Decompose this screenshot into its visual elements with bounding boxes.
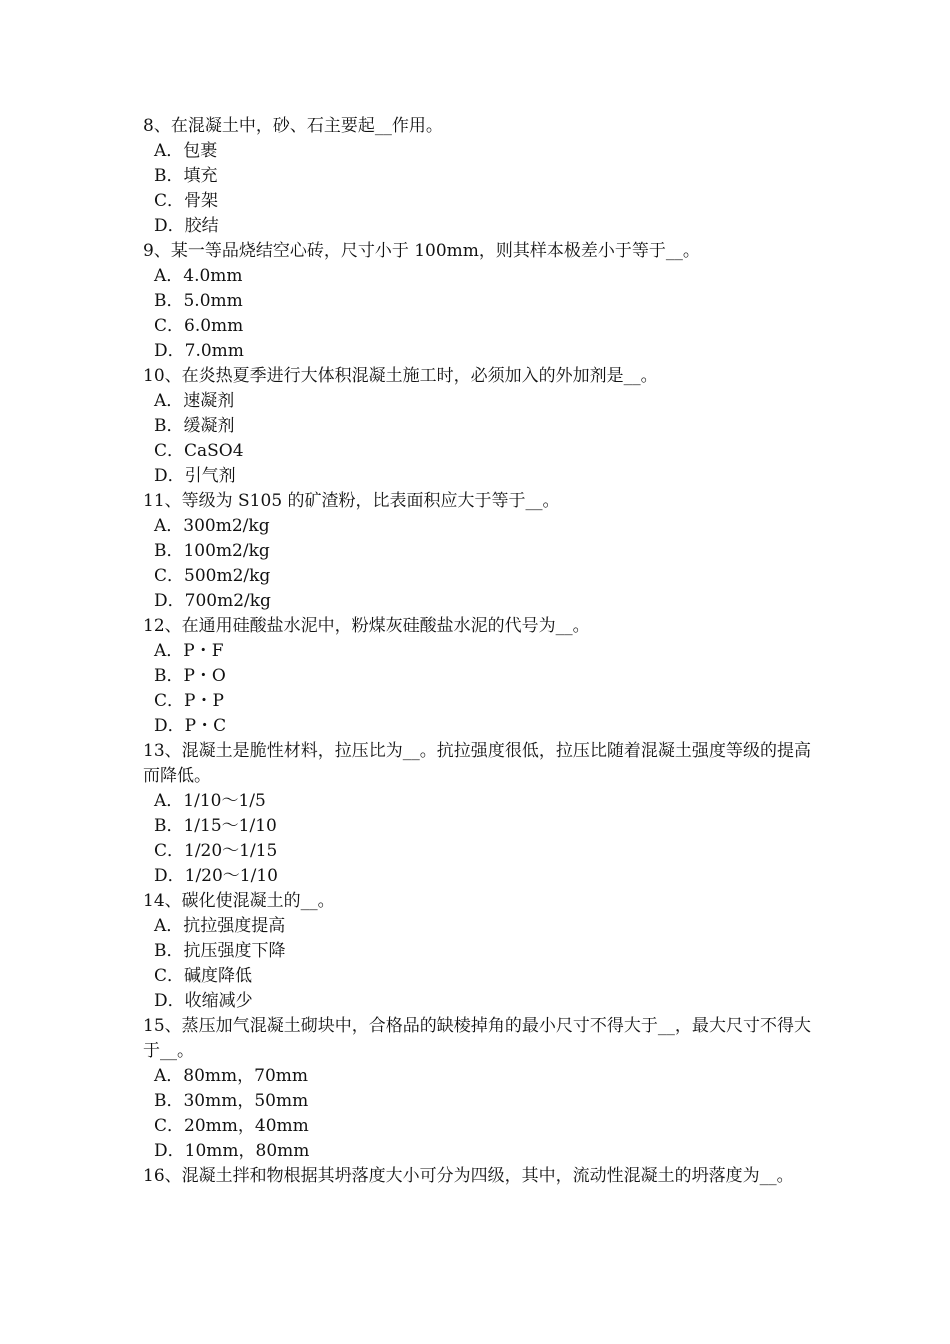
question-text: 8、在混凝土中，砂、石主要起__作用。 — [143, 116, 443, 136]
question-text: 10、在炎热夏季进行大体积混凝土施工时，必须加入的外加剂是__。 — [143, 366, 658, 386]
question-text: 9、某一等品烧结空心砖，尺寸小于 100mm，则其样本极差小于等于__。 — [143, 241, 700, 261]
answer-option: A．80mm，70mm — [154, 1066, 309, 1086]
answer-option: A．速凝剂 — [154, 391, 235, 411]
answer-option: C．20mm，40mm — [154, 1116, 309, 1136]
question-block — [143, 1014, 811, 1164]
answer-option: B．1/15～1/10 — [154, 816, 277, 836]
answer-option: C．P・P — [154, 691, 224, 711]
question-text: 15、蒸压加气混凝土砌块中，合格品的缺棱掉角的最小尺寸不得大于__，最大尺寸不得大于__。 — [143, 1016, 811, 1061]
question-text: 16、混凝土拌和物根据其坍落度大小可分为四级，其中，流动性混凝土的坍落度为__。 — [143, 1166, 794, 1186]
question-block — [143, 364, 811, 489]
question-block — [143, 889, 811, 1014]
answer-option: D．引气剂 — [154, 466, 236, 486]
question-text: 13、混凝土是脆性材料，拉压比为__。抗拉强度很低，拉压比随着混凝土强度等级的提高而降低。 — [143, 741, 811, 786]
question-text: 14、碳化使混凝土的__。 — [143, 891, 335, 911]
answer-option: A．包裹 — [154, 141, 218, 161]
answer-option: C．6.0mm — [154, 316, 244, 336]
answer-option: C．1/20～1/15 — [154, 841, 278, 861]
question-text: 12、在通用硅酸盐水泥中，粉煤灰硅酸盐水泥的代号为__。 — [143, 616, 590, 636]
answer-option: D．10mm，80mm — [154, 1141, 310, 1161]
answer-option: A．P・F — [154, 641, 224, 661]
answer-option: D．7.0mm — [154, 341, 244, 361]
question-block — [143, 614, 811, 739]
answer-option: D．收缩减少 — [154, 991, 253, 1011]
answer-option: A．抗拉强度提高 — [154, 916, 286, 936]
answer-option: B．缓凝剂 — [154, 416, 235, 436]
question-block — [143, 1164, 811, 1189]
question-block — [143, 114, 811, 239]
answer-option: D．P・C — [154, 716, 227, 736]
answer-option: A．1/10～1/5 — [154, 791, 266, 811]
answer-option: B．抗压强度下降 — [154, 941, 286, 961]
answer-option: B．5.0mm — [154, 291, 243, 311]
answer-option: D．1/20～1/10 — [154, 866, 278, 886]
answer-option: B．填充 — [154, 166, 218, 186]
answer-option: B．P・O — [154, 666, 226, 686]
answer-option: C．500m2/kg — [154, 566, 271, 586]
question-block — [143, 489, 811, 614]
answer-option: C．碱度降低 — [154, 966, 253, 986]
question-list — [143, 114, 811, 1189]
question-block — [143, 739, 811, 889]
answer-option: B．100m2/kg — [154, 541, 270, 561]
answer-option: C．骨架 — [154, 191, 219, 211]
answer-option: C．CaSO4 — [154, 441, 244, 461]
answer-option: A．300m2/kg — [154, 516, 270, 536]
question-text: 11、等级为 S105 的矿渣粉，比表面积应大于等于__。 — [143, 491, 560, 511]
answer-option: D．胶结 — [154, 216, 219, 236]
answer-option: A．4.0mm — [154, 266, 243, 286]
question-block — [143, 239, 811, 364]
answer-option: D．700m2/kg — [154, 591, 271, 611]
answer-option: B．30mm，50mm — [154, 1091, 309, 1111]
